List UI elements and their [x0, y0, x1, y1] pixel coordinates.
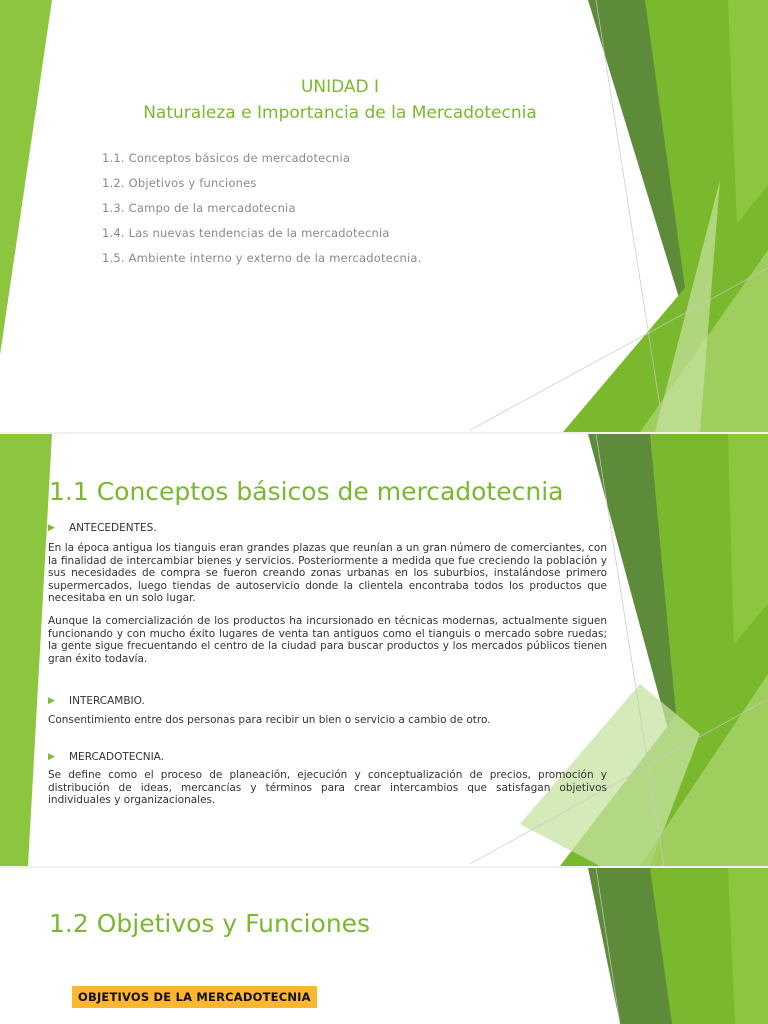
slide-1 — [0, 0, 768, 432]
paragraph: Aunque la comercialización de los productos ha incursionado en técnicas modernas, actualmente siguen funcionando y con mucho éxito lugares de venta tan antiguos como el tianguis o mercado sobre ruedas; la gente sigue frecuentando el centro de la ciudad para buscar productos y los mercados públicos tienen gran éxito todavía. — [48, 614, 607, 665]
table-of-contents — [102, 146, 421, 271]
unit-subtitle: Naturaleza e Importancia de la Mercadotecnia — [143, 103, 537, 123]
triangle-bullet-icon: ▶ — [48, 523, 55, 533]
objectives-label: OBJETIVOS DE LA MERCADOTECNIA — [72, 986, 317, 1008]
bullet-label: MERCADOTECNIA. — [69, 750, 164, 763]
unit-title: UNIDAD I — [300, 77, 380, 97]
toc-item: 1.4. Las nuevas tendencias de la mercadotecnia — [102, 226, 390, 240]
bullet-mercadotecnia — [48, 749, 607, 765]
toc-item: 1.2. Objetivos y funciones — [102, 176, 257, 190]
paragraph: Consentimiento entre dos personas para recibir un bien o servicio a cambio de otro. — [48, 714, 491, 727]
bullet-label: ANTECEDENTES. — [69, 522, 157, 534]
paragraph: En la época antigua los tianguis eran grandes plazas que reunían a un gran número de comerciantes, con la finalidad de intercambiar bienes y servicios. Posteriormente a medida que fue creciendo la población y sus necesidades de compra se fueron creando zonas urbanas en los suburbios, instalándose primero supermercados, luego tiendas de autoservicio donde la clientela encontraba todos los productos que necesitaba en un solo lugar. — [48, 542, 607, 605]
triangle-bullet-icon: ▶ — [48, 751, 55, 762]
toc-item: 1.5. Ambiente interno y externo de la mercadotecnia. — [102, 251, 422, 265]
paragraph: Se define como el proceso de planeación, ejecución y conceptualización de precios, promoción y distribución de ideas, mercancías y términos para crear intercambios que satisfagan objetivos individuales y organizacionales. — [48, 768, 607, 807]
bullet-antecedentes — [48, 520, 607, 536]
toc-item: 1.1. Conceptos básicos de mercadotecnia — [102, 151, 351, 165]
slide-2 — [0, 434, 768, 866]
section-title: 1.2 Objetivos y Funciones — [49, 909, 371, 938]
bullet-intercambio — [48, 693, 607, 709]
section-title: 1.1 Conceptos básicos de mercadotecnia — [49, 477, 564, 506]
bullet-label: INTERCAMBIO. — [69, 695, 145, 708]
slide-2-body — [48, 520, 607, 807]
toc-item: 1.3. Campo de la mercadotecnia — [102, 201, 296, 215]
triangle-bullet-icon: ▶ — [48, 696, 55, 707]
